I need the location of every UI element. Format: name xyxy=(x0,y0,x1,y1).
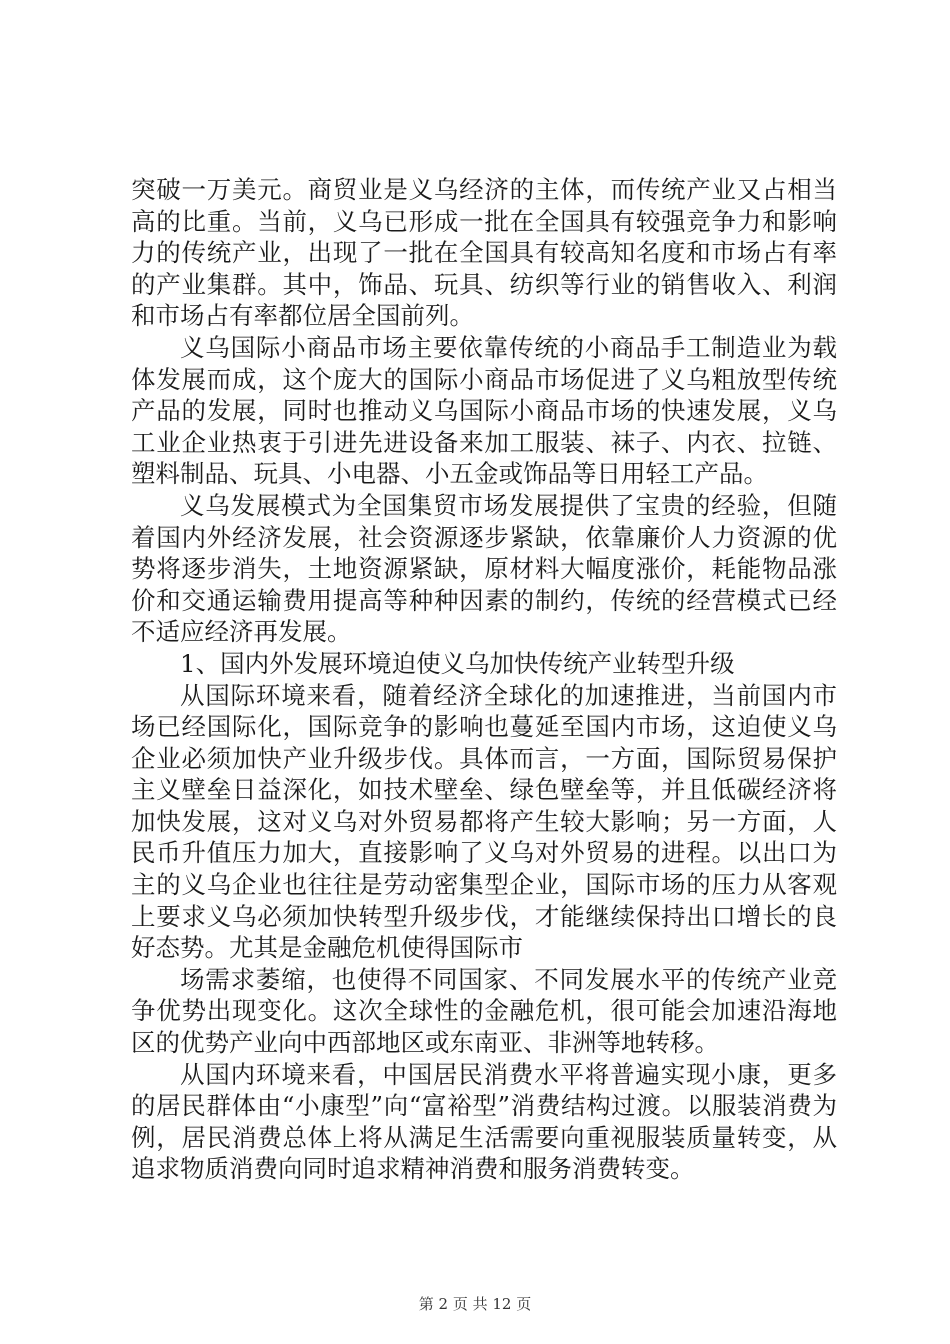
page-footer: 第 2 页 共 12 页 xyxy=(418,1295,532,1313)
paragraph-2: 义乌国际小商品市场主要依靠传统的小商品手工制造业为载体发展而成，这个庞大的国际小商品市场促进了义乌粗放型传统产品的发展，同时也推动义乌国际小商品市场的快速发展，义乌工业企业热衷于引进先进设备来加工服装、袜子、内衣、拉链、塑料制品、玩具、小电器、小五金或饰品等日用轻工产品。 xyxy=(131,332,837,489)
document-body xyxy=(131,174,837,1185)
paragraph-5: 场需求萎缩，也使得不同国家、不同发展水平的传统产业竞争优势出现变化。这次全球性的金融危机，很可能会加速沿海地区的优势产业向中西部地区或东南亚、非洲等地转移。 xyxy=(131,964,837,1058)
paragraph-6: 从国内环境来看，中国居民消费水平将普遍实现小康，更多的居民群体由“小康型”向“富裕型”消费结构过渡。以服装消费为例，居民消费总体上将从满足生活需要向重视服装质量转变，从追求物质消费向同时追求精神消费和服务消费转变。 xyxy=(131,1059,837,1184)
paragraph-3: 义乌发展模式为全国集贸市场发展提供了宝贵的经验，但随着国内外经济发展，社会资源逐步紧缺，依靠廉价人力资源的优势将逐步消失，土地资源紧缺，原材料大幅度涨价，耗能物品涨价和交通运输费用提高等种种因素的制约，传统的经营模式已经不适应经济再发展。 xyxy=(131,490,837,647)
section-heading: 1、国内外发展环境迫使义乌加快传统产业转型升级 xyxy=(180,648,735,678)
paragraph-4: 从国际环境来看，随着经济全球化的加速推进，当前国内市场已经国际化，国际竞争的影响也蔓延至国内市场，这迫使义乌企业必须加快产业升级步伐。具体而言，一方面，国际贸易保护主义壁垒日益深化，如技术壁垒、绿色壁垒等，并且低碳经济将加快发展，这对义乌对外贸易都将产生较大影响；另一方面，人民币升值压力加大，直接影响了义乌对外贸易的进程。以出口为主的义乌企业也往往是劳动密集型企业，国际市场的压力从客观上要求义乌必须加快转型升级步伐，才能继续保持出口增长的良好态势。尤其是金融危机使得国际市 xyxy=(131,680,837,963)
paragraph-1: 突破一万美元。商贸业是义乌经济的主体，而传统产业又占相当高的比重。当前，义乌已形成一批在全国具有较强竞争力和影响力的传统产业，出现了一批在全国具有较高知名度和市场占有率的产业集群。其中，饰品、玩具、纺织等行业的销售收入、利润和市场占有率都位居全国前列。 xyxy=(131,175,837,331)
